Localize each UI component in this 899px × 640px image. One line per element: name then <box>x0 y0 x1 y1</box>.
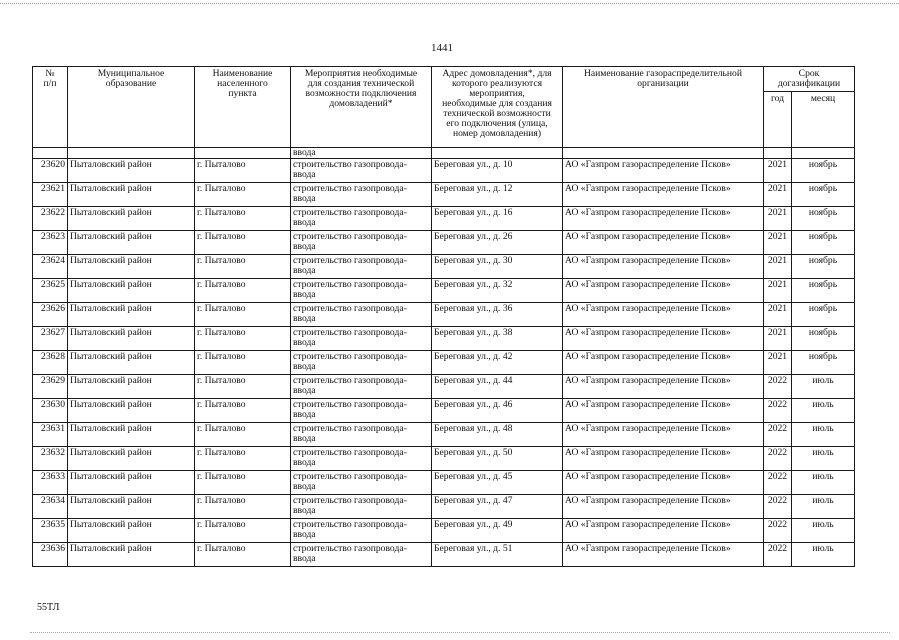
cell-month: июль <box>792 447 855 471</box>
table-row <box>33 399 855 423</box>
cell-activity: строительство газопровода- ввода <box>291 423 432 447</box>
cell-municipality: Пыталовский район <box>68 255 195 279</box>
cell-address: Береговая ул., д. 51 <box>432 543 563 567</box>
cell-municipality: Пыталовский район <box>68 303 195 327</box>
cell-activity: строительство газопровода- ввода <box>291 159 432 183</box>
cell-num: 23620 <box>33 159 68 183</box>
cell-municipality: Пыталовский район <box>68 207 195 231</box>
carry-over-row <box>33 148 855 159</box>
table-row <box>33 303 855 327</box>
cell-municipality: Пыталовский район <box>68 471 195 495</box>
cell-organization: АО «Газпром газораспределение Псков» <box>563 375 764 399</box>
cell-activity: строительство газопровода- ввода <box>291 351 432 375</box>
cell-organization: АО «Газпром газораспределение Псков» <box>563 519 764 543</box>
cell-activity: строительство газопровода- ввода <box>291 255 432 279</box>
cell-num: 23631 <box>33 423 68 447</box>
cell-address: Береговая ул., д. 44 <box>432 375 563 399</box>
cell-address: Береговая ул., д. 42 <box>432 351 563 375</box>
cell-locality: г. Пыталово <box>195 399 291 423</box>
cell-activity: строительство газопровода- ввода <box>291 375 432 399</box>
cell-num: 23636 <box>33 543 68 567</box>
cell-organization: АО «Газпром газораспределение Псков» <box>563 543 764 567</box>
cell-year: 2021 <box>764 303 792 327</box>
cell-address: Береговая ул., д. 48 <box>432 423 563 447</box>
cell-organization: АО «Газпром газораспределение Псков» <box>563 231 764 255</box>
cell-activity: строительство газопровода- ввода <box>291 231 432 255</box>
cell-num: 23633 <box>33 471 68 495</box>
cell-address: Береговая ул., д. 30 <box>432 255 563 279</box>
cell-activity: строительство газопровода- ввода <box>291 471 432 495</box>
cell-activity: строительство газопровода- ввода <box>291 279 432 303</box>
cell-num: 23632 <box>33 447 68 471</box>
cell-locality: г. Пыталово <box>195 495 291 519</box>
cell-organization: АО «Газпром газораспределение Псков» <box>563 207 764 231</box>
cell-municipality: Пыталовский район <box>68 279 195 303</box>
cell-num: 23622 <box>33 207 68 231</box>
cell-num: 23635 <box>33 519 68 543</box>
cell-address: Береговая ул., д. 38 <box>432 327 563 351</box>
scan-edge-bottom <box>30 632 890 633</box>
table-row <box>33 327 855 351</box>
cell-address: Береговая ул., д. 12 <box>432 183 563 207</box>
cell-activity: строительство газопровода- ввода <box>291 543 432 567</box>
cell-activity: строительство газопровода- ввода <box>291 399 432 423</box>
footer-code: 55ТЛ <box>37 602 60 613</box>
header-locality: Наименование населенного пункта <box>195 67 291 148</box>
cell-locality: г. Пыталово <box>195 471 291 495</box>
header-organization: Наименование газораспределительной организации <box>563 67 764 148</box>
cell-address: Береговая ул., д. 47 <box>432 495 563 519</box>
carry-over-activity: ввода <box>291 148 432 159</box>
cell-year: 2021 <box>764 327 792 351</box>
cell-organization: АО «Газпром газораспределение Псков» <box>563 279 764 303</box>
table-row <box>33 447 855 471</box>
table-row <box>33 423 855 447</box>
header-activities: Мероприятия необходимые для создания технической возможности подключения домовладений* <box>291 67 432 148</box>
cell-locality: г. Пыталово <box>195 231 291 255</box>
table-row <box>33 207 855 231</box>
cell-year: 2022 <box>764 399 792 423</box>
cell-locality: г. Пыталово <box>195 279 291 303</box>
cell-address: Береговая ул., д. 46 <box>432 399 563 423</box>
cell-municipality: Пыталовский район <box>68 375 195 399</box>
cell-month: июль <box>792 543 855 567</box>
cell-organization: АО «Газпром газораспределение Псков» <box>563 399 764 423</box>
cell-num: 23626 <box>33 303 68 327</box>
gasification-register-table <box>32 66 855 567</box>
cell-locality: г. Пыталово <box>195 183 291 207</box>
cell-activity: строительство газопровода- ввода <box>291 447 432 471</box>
cell-num: 23624 <box>33 255 68 279</box>
cell-municipality: Пыталовский район <box>68 231 195 255</box>
cell-locality: г. Пыталово <box>195 423 291 447</box>
cell-locality: г. Пыталово <box>195 375 291 399</box>
cell-num: 23629 <box>33 375 68 399</box>
cell-year: 2022 <box>764 543 792 567</box>
table-row <box>33 231 855 255</box>
cell-locality: г. Пыталово <box>195 351 291 375</box>
table-row <box>33 183 855 207</box>
cell-month: ноябрь <box>792 207 855 231</box>
cell-address: Береговая ул., д. 16 <box>432 207 563 231</box>
cell-month: июль <box>792 375 855 399</box>
cell-year: 2022 <box>764 375 792 399</box>
cell-month: ноябрь <box>792 231 855 255</box>
cell-year: 2021 <box>764 231 792 255</box>
cell-num: 23634 <box>33 495 68 519</box>
cell-num: 23623 <box>33 231 68 255</box>
cell-month: ноябрь <box>792 303 855 327</box>
cell-address: Береговая ул., д. 49 <box>432 519 563 543</box>
table-row <box>33 279 855 303</box>
cell-locality: г. Пыталово <box>195 447 291 471</box>
cell-municipality: Пыталовский район <box>68 183 195 207</box>
cell-activity: строительство газопровода- ввода <box>291 207 432 231</box>
page-number: 1441 <box>431 42 453 54</box>
cell-year: 2021 <box>764 183 792 207</box>
cell-municipality: Пыталовский район <box>68 351 195 375</box>
cell-year: 2022 <box>764 495 792 519</box>
cell-month: июль <box>792 471 855 495</box>
cell-year: 2021 <box>764 351 792 375</box>
cell-locality: г. Пыталово <box>195 207 291 231</box>
cell-year: 2021 <box>764 207 792 231</box>
cell-organization: АО «Газпром газораспределение Псков» <box>563 447 764 471</box>
cell-municipality: Пыталовский район <box>68 399 195 423</box>
table-row <box>33 543 855 567</box>
cell-address: Береговая ул., д. 10 <box>432 159 563 183</box>
cell-address: Береговая ул., д. 45 <box>432 471 563 495</box>
header-month: месяц <box>792 92 855 148</box>
cell-activity: строительство газопровода- ввода <box>291 495 432 519</box>
table-row <box>33 255 855 279</box>
cell-address: Береговая ул., д. 50 <box>432 447 563 471</box>
cell-organization: АО «Газпром газораспределение Псков» <box>563 159 764 183</box>
cell-municipality: Пыталовский район <box>68 327 195 351</box>
cell-activity: строительство газопровода- ввода <box>291 183 432 207</box>
table-row <box>33 519 855 543</box>
cell-municipality: Пыталовский район <box>68 495 195 519</box>
cell-num: 23628 <box>33 351 68 375</box>
cell-num: 23630 <box>33 399 68 423</box>
cell-num: 23625 <box>33 279 68 303</box>
cell-num: 23621 <box>33 183 68 207</box>
cell-month: ноябрь <box>792 279 855 303</box>
cell-organization: АО «Газпром газораспределение Псков» <box>563 471 764 495</box>
header-year: год <box>764 92 792 148</box>
cell-year: 2022 <box>764 471 792 495</box>
cell-locality: г. Пыталово <box>195 255 291 279</box>
cell-locality: г. Пыталово <box>195 303 291 327</box>
cell-year: 2021 <box>764 255 792 279</box>
scan-edge-top <box>0 3 899 4</box>
cell-municipality: Пыталовский район <box>68 159 195 183</box>
cell-organization: АО «Газпром газораспределение Псков» <box>563 495 764 519</box>
cell-year: 2021 <box>764 279 792 303</box>
cell-num: 23627 <box>33 327 68 351</box>
cell-municipality: Пыталовский район <box>68 447 195 471</box>
cell-organization: АО «Газпром газораспределение Псков» <box>563 255 764 279</box>
cell-organization: АО «Газпром газораспределение Псков» <box>563 327 764 351</box>
cell-month: ноябрь <box>792 351 855 375</box>
header-term: Срок догазификации <box>764 67 855 92</box>
cell-month: июль <box>792 495 855 519</box>
table-row <box>33 375 855 399</box>
table-row <box>33 495 855 519</box>
cell-address: Береговая ул., д. 36 <box>432 303 563 327</box>
cell-month: июль <box>792 519 855 543</box>
cell-organization: АО «Газпром газораспределение Псков» <box>563 423 764 447</box>
table-row <box>33 159 855 183</box>
cell-month: ноябрь <box>792 255 855 279</box>
cell-locality: г. Пыталово <box>195 543 291 567</box>
cell-municipality: Пыталовский район <box>68 543 195 567</box>
table-row <box>33 351 855 375</box>
cell-activity: строительство газопровода- ввода <box>291 519 432 543</box>
table-row <box>33 471 855 495</box>
header-municipality: Муниципальное образование <box>68 67 195 148</box>
cell-month: ноябрь <box>792 327 855 351</box>
cell-organization: АО «Газпром газораспределение Псков» <box>563 183 764 207</box>
cell-locality: г. Пыталово <box>195 159 291 183</box>
cell-organization: АО «Газпром газораспределение Псков» <box>563 351 764 375</box>
header-address: Адрес домовладения*, для которого реализуются мероприятия, необходимые для создания технической возможности его подключения (улица, номер домовладения) <box>432 67 563 148</box>
cell-locality: г. Пыталово <box>195 327 291 351</box>
cell-activity: строительство газопровода- ввода <box>291 327 432 351</box>
cell-year: 2021 <box>764 159 792 183</box>
cell-month: июль <box>792 423 855 447</box>
cell-address: Береговая ул., д. 26 <box>432 231 563 255</box>
cell-address: Береговая ул., д. 32 <box>432 279 563 303</box>
cell-month: июль <box>792 399 855 423</box>
cell-organization: АО «Газпром газораспределение Псков» <box>563 303 764 327</box>
cell-year: 2022 <box>764 423 792 447</box>
cell-municipality: Пыталовский район <box>68 519 195 543</box>
table-header-row <box>33 67 855 92</box>
cell-activity: строительство газопровода- ввода <box>291 303 432 327</box>
cell-month: ноябрь <box>792 159 855 183</box>
header-num: № п/п <box>33 67 68 148</box>
cell-year: 2022 <box>764 519 792 543</box>
cell-year: 2022 <box>764 447 792 471</box>
cell-locality: г. Пыталово <box>195 519 291 543</box>
cell-municipality: Пыталовский район <box>68 423 195 447</box>
cell-month: ноябрь <box>792 183 855 207</box>
